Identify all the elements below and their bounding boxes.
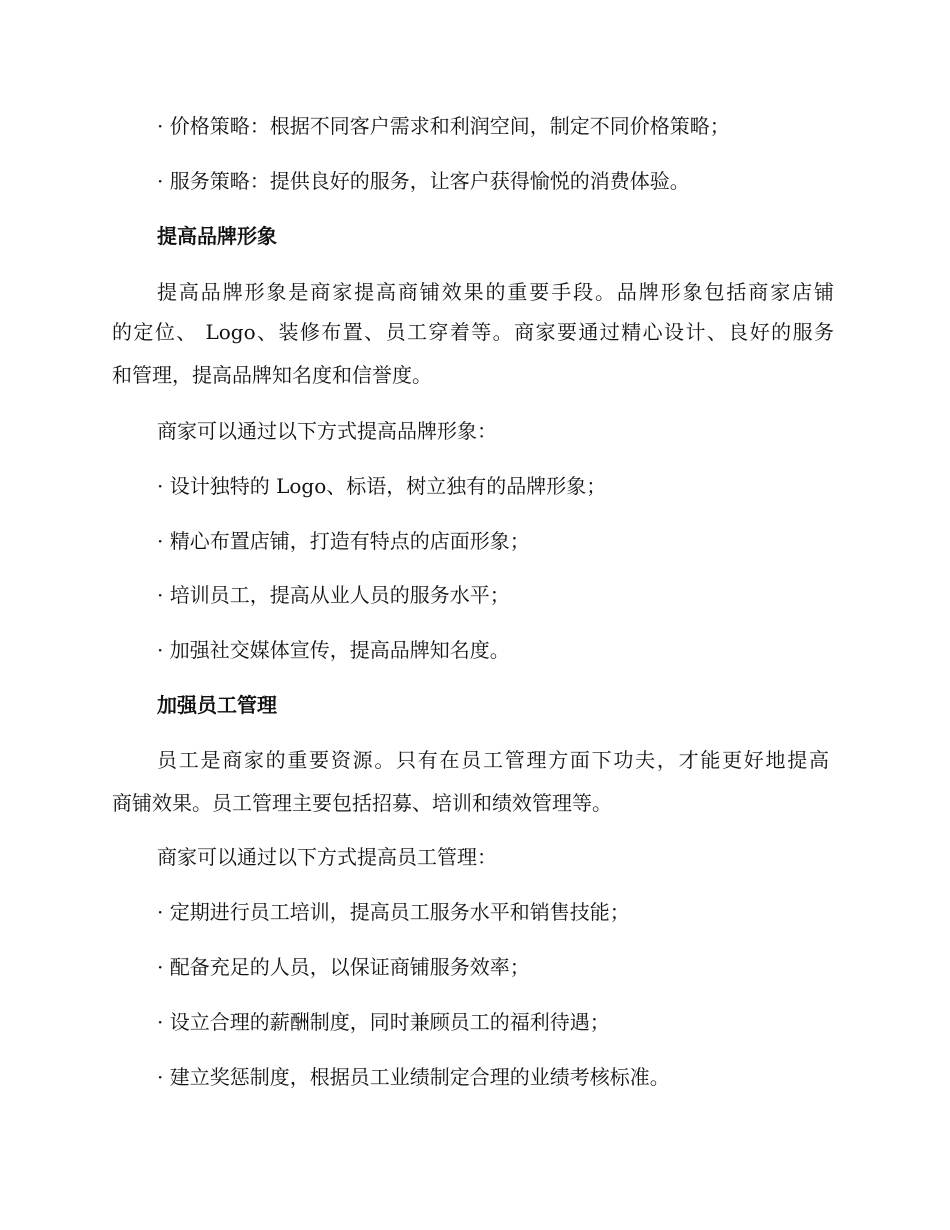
list-item-brand-store: · 精心布置店铺，打造有特点的店面形象； (157, 529, 530, 553)
section-heading-staff: 加强员工管理 (157, 693, 277, 717)
list-item-brand-training: · 培训员工，提高从业人员的服务水平； (157, 583, 510, 607)
list-item-brand-logo: · 设计独特的 Logo、标语，树立独有的品牌形象； (157, 474, 607, 498)
list-item-staff-staffing: · 配备充足的人员，以保证商铺服务效率； (157, 955, 530, 979)
brand-paragraph-line-3: 和管理，提高品牌知名度和信誉度。 (112, 363, 432, 387)
list-item-staff-salary: · 设立合理的薪酬制度，同时兼顾员工的福利待遇； (157, 1010, 610, 1034)
list-item-pricing-strategy: · 价格策略：根据不同客户需求和利润空间，制定不同价格策略； (157, 114, 730, 138)
brand-intro: 商家可以通过以下方式提高品牌形象： (157, 419, 497, 443)
brand-paragraph-line-1: 提高品牌形象是商家提高商铺效果的重要手段。品牌形象包括商家店铺 (157, 280, 834, 304)
list-item-staff-training: · 定期进行员工培训，提高员工服务水平和销售技能； (157, 900, 630, 924)
section-heading-brand: 提高品牌形象 (157, 224, 277, 248)
list-item-staff-reward: · 建立奖惩制度，根据员工业绩制定合理的业绩考核标准。 (157, 1065, 670, 1089)
staff-paragraph-line-2: 商铺效果。员工管理主要包括招募、培训和绩效管理等。 (112, 791, 612, 815)
staff-paragraph-line-1: 员工是商家的重要资源。只有在员工管理方面下功夫，才能更好地提高 (157, 748, 829, 772)
staff-intro: 商家可以通过以下方式提高员工管理： (157, 845, 497, 869)
brand-paragraph-line-2: 的定位、 Logo、装修布置、员工穿着等。商家要通过精心设计、良好的服务 (112, 320, 834, 344)
list-item-brand-social: · 加强社交媒体宣传，提高品牌知名度。 (157, 638, 510, 662)
list-item-service-strategy: · 服务策略：提供良好的服务，让客户获得愉悦的消费体验。 (157, 169, 690, 193)
